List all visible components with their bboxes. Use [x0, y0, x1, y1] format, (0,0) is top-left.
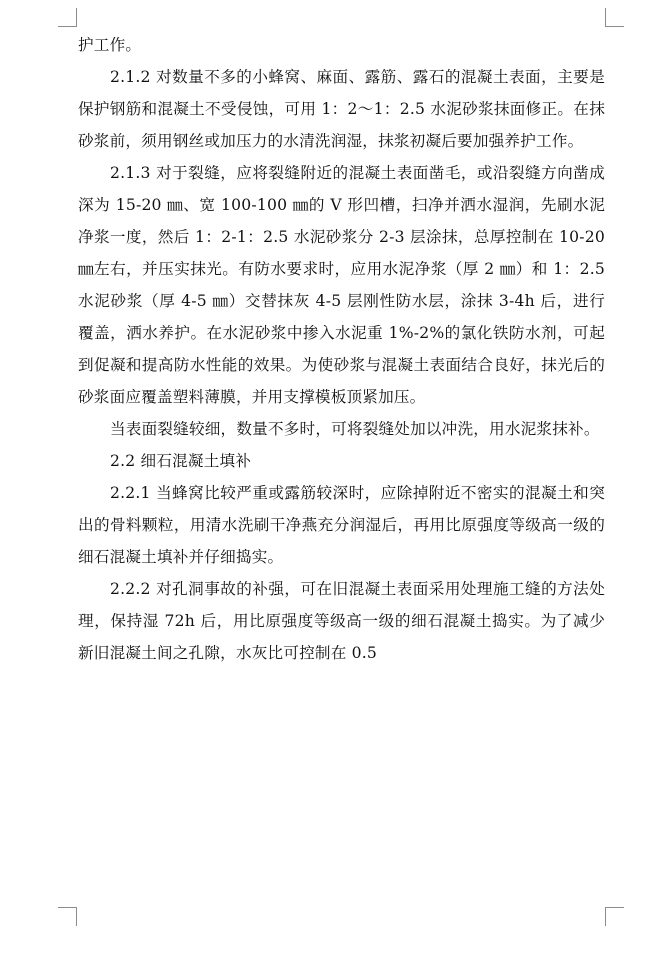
paragraph-2-1-3: 2.1.3 对于裂缝，应将裂缝附近的混凝土表面凿毛，或沿裂缝方向凿成深为 15-20 ㎜、宽 100-100 ㎜的 V 形凹槽，扫净并洒水湿润，先刷水泥净浆一度，然后 1：2-1：2.5 水泥砂浆分 2-3 层涂抹，总厚控制在 10-20 ㎜左右，并压实抹光。有防水要求时，应用水泥净浆（厚 2 ㎜）和 1：2.5 水泥砂浆（厚 4-5 ㎜）交替抹灰 4-5 层刚性防水层，涂抹 3-4h 后，进行覆盖，洒水养护。在水泥砂浆中掺入水泥重 1%-2%的氯化铁防水剂，可起到促凝和提高防水性能的效果。为使砂浆与混凝土表面结合良好，抹光后的砂浆面应覆盖塑料薄膜，并用支撑模板顶紧加压。	[78, 164, 605, 406]
crop-mark-bottom-left	[58, 907, 77, 926]
paragraph-2-1-2: 2.1.2 对数量不多的小蜂窝、麻面、露筋、露石的混凝土表面，主要是保护钢筋和混凝土不受侵蚀，可用 1：2～1：2.5 水泥砂浆抹面修正。在抹砂浆前，须用钢丝或加压力的水清洗润湿，抹浆初凝后要加强养护工作。	[78, 68, 605, 150]
paragraph-fine-cracks: 当表面裂缝较细，数量不多时，可将裂缝处加以冲洗，用水泥浆抹补。	[110, 420, 600, 438]
paragraph-2-2-1: 2.2.1 当蜂窝比较严重或露筋较深时，应除掉附近不密实的混凝土和突出的骨料颗粒，用清水洗刷干净燕充分润湿后，再用比原强度等级高一级的细石混凝土填补并仔细捣实。	[78, 484, 605, 566]
document-body	[78, 29, 605, 669]
paragraph-2-2-2: 2.2.2 对孔洞事故的补强，可在旧混凝土表面采用处理施工缝的方法处理，保持湿 72h 后，用比原强度等级高一级的细石混凝土捣实。为了减少新旧混凝土间之孔隙，水灰比可控制在 0.5	[78, 580, 605, 662]
crop-mark-top-right	[605, 8, 624, 27]
crop-mark-bottom-right	[605, 907, 624, 926]
section-heading-2-2: 2.2 细石混凝土填补	[110, 452, 252, 470]
crop-mark-top-left	[58, 8, 77, 27]
paragraph-continuation: 护工作。	[78, 36, 142, 54]
